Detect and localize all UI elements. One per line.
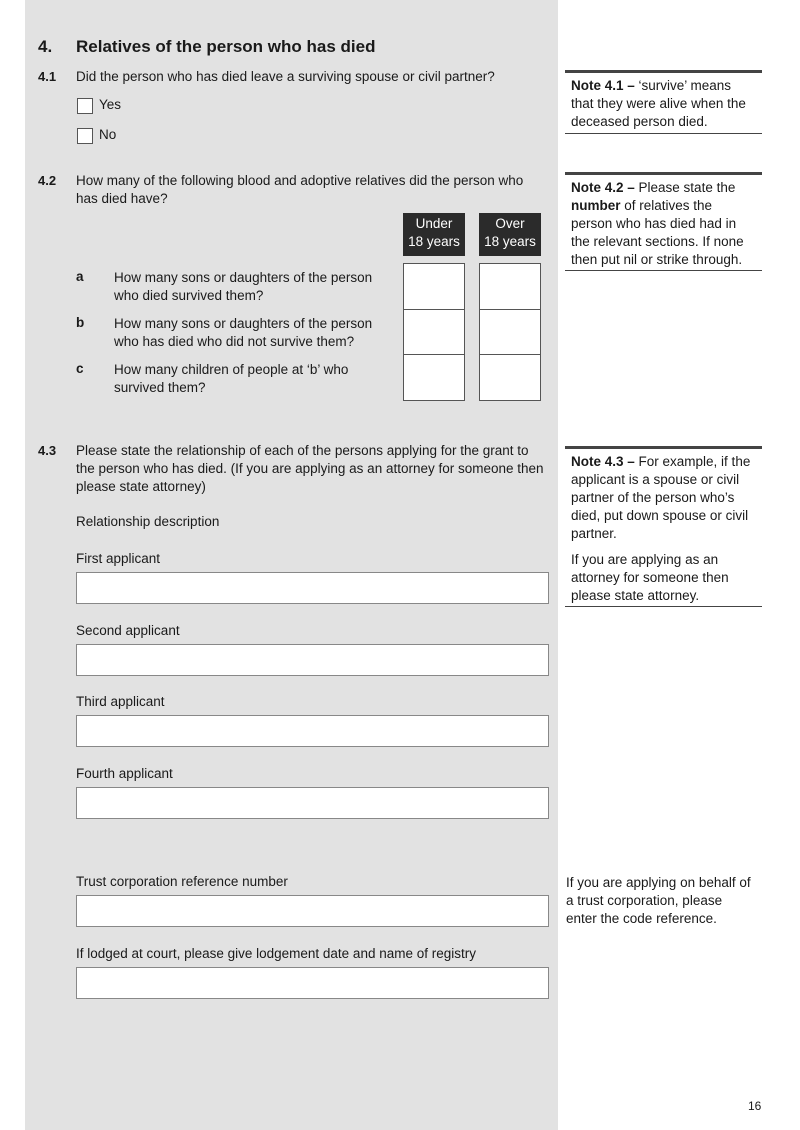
note-4-2-text2: of relatives the person who has died had in the relevant sections. If none then put nil or strike through.: [571, 198, 744, 267]
row-a-under-18-input[interactable]: [403, 263, 465, 310]
relationship-description-label: Relationship description: [76, 514, 220, 529]
over-18-header-line2: 18 years: [484, 234, 536, 249]
section-number: 4.: [38, 37, 53, 56]
third-applicant-field[interactable]: [76, 715, 549, 747]
under-18-header: [403, 213, 465, 256]
note-4-1: [565, 70, 762, 134]
note-4-3-para2: If you are applying as an attorney for someone then please state attorney.: [571, 552, 729, 603]
over-18-header-line1: Over: [495, 216, 525, 231]
note-4-2-text1: Please state the: [634, 180, 736, 195]
section-title: Relatives of the person who has died: [76, 37, 376, 56]
note-4-2: [565, 172, 762, 271]
note-4-3-text: For example, if the applicant is a spouse or civil partner of the person who’s died, put down spouse or civil partner.: [571, 454, 751, 541]
third-applicant-label: Third applicant: [76, 694, 165, 709]
question-number-4-2: 4.2: [38, 173, 57, 188]
yes-checkbox[interactable]: [77, 98, 93, 114]
row-a-letter: a: [76, 269, 84, 284]
note-4-2-bold: number: [571, 198, 621, 213]
page-number: 16: [748, 1099, 762, 1113]
yes-label: Yes: [99, 97, 122, 112]
fourth-applicant-field[interactable]: [76, 787, 549, 819]
question-number-4-3: 4.3: [38, 443, 57, 458]
question-4-2-text: How many of the following blood and adoptive relatives did the person who has died have?: [76, 173, 524, 206]
note-4-2-title: Note 4.2 –: [571, 180, 635, 195]
row-c-over-18-input[interactable]: [479, 354, 541, 401]
row-b-letter: b: [76, 315, 85, 330]
question-4-3-text: Please state the relationship of each of the persons applying for the grant to the person who has died. (If you are applying as an attorney for someone then please state attorney): [76, 443, 544, 494]
no-label: No: [99, 127, 117, 142]
lodgement-field[interactable]: [76, 967, 549, 999]
over-18-header: [479, 213, 541, 256]
row-b-under-18-input[interactable]: [403, 309, 465, 355]
second-applicant-label: Second applicant: [76, 623, 180, 638]
question-4-1-text: Did the person who has died leave a surviving spouse or civil partner?: [76, 69, 495, 84]
note-4-1-title: Note 4.1 –: [571, 78, 635, 93]
fourth-applicant-label: Fourth applicant: [76, 766, 173, 781]
trust-reference-label: Trust corporation reference number: [76, 874, 288, 889]
row-b-over-18-input[interactable]: [479, 309, 541, 355]
row-a-over-18-input[interactable]: [479, 263, 541, 310]
first-applicant-label: First applicant: [76, 551, 161, 566]
second-applicant-field[interactable]: [76, 644, 549, 676]
trust-reference-field[interactable]: [76, 895, 549, 927]
question-number-4-1: 4.1: [38, 69, 57, 84]
note-4-3-title: Note 4.3 –: [571, 454, 635, 469]
note-4-3: [565, 446, 762, 607]
under-18-header-line1: Under: [415, 216, 453, 231]
row-c-under-18-input[interactable]: [403, 354, 465, 401]
row-c-letter: c: [76, 361, 84, 376]
note-4-1-text: ‘survive’ means that they were alive when the deceased person died.: [571, 78, 746, 129]
no-checkbox[interactable]: [77, 128, 93, 144]
row-b-text: How many sons or daughters of the person who has died who did not survive them?: [114, 316, 373, 349]
under-18-header-line2: 18 years: [408, 234, 460, 249]
first-applicant-field[interactable]: [76, 572, 549, 604]
row-c-text: How many children of people at ‘b’ who survived them?: [114, 362, 349, 395]
trust-corporation-note: If you are applying on behalf of a trust corporation, please enter the code reference.: [566, 875, 751, 926]
lodgement-label: If lodged at court, please give lodgement date and name of registry: [76, 946, 476, 961]
row-a-text: How many sons or daughters of the person who died survived them?: [114, 270, 373, 303]
